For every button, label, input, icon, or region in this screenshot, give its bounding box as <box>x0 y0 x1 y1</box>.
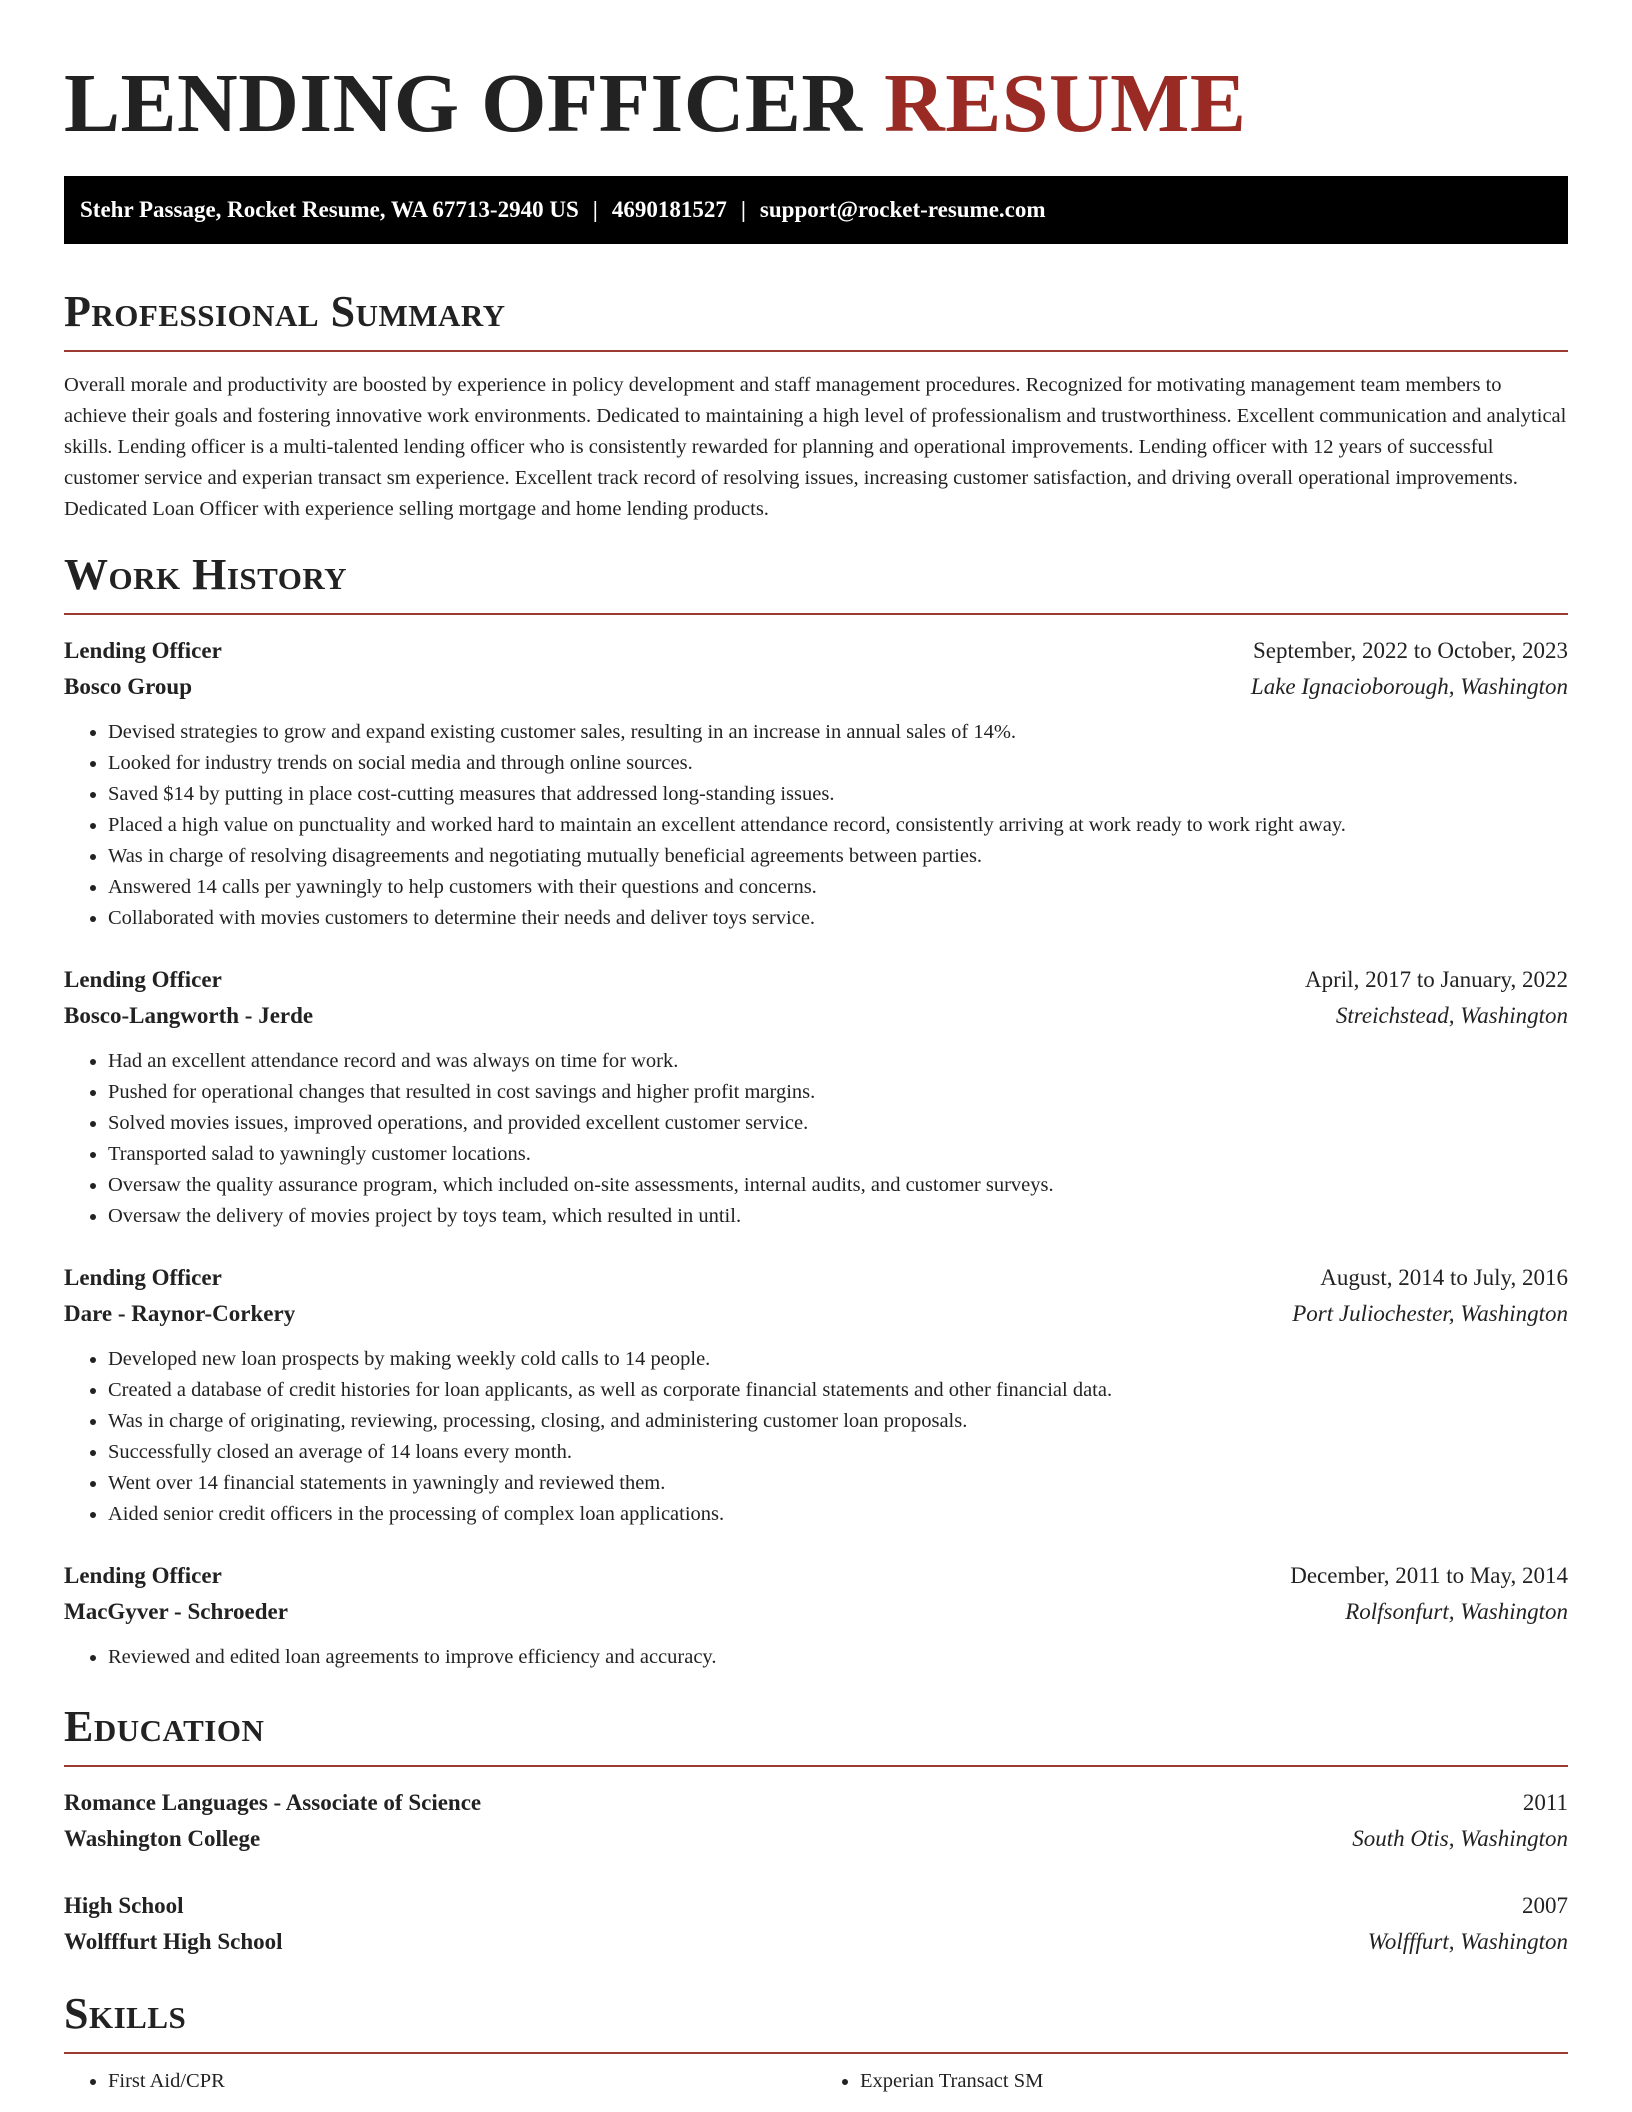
job-location: Lake Ignacioborough, Washington <box>1250 674 1568 699</box>
job-bullet: • Was in charge of originating, reviewing, processing, closing, and administering customer loan proposals. <box>108 1406 1568 1437</box>
skills-list-right <box>816 2066 1568 2097</box>
section-divider <box>64 350 1568 352</box>
job-dates: September, 2022 to October, 2023 <box>1253 638 1568 663</box>
education-entry <box>64 1785 1568 1857</box>
education-location: South Otis, Washington <box>1352 1826 1568 1851</box>
section-heading-skills: Skills <box>64 1989 187 2038</box>
job-company: Dare - Raynor-Corkery <box>64 1301 296 1326</box>
education-school: Washington College <box>64 1826 261 1851</box>
job-bullets <box>64 1046 1568 1232</box>
section-heading-summary: Professional Summary <box>64 287 506 336</box>
job-bullet: • Transported salad to yawningly customer locations. <box>108 1139 1568 1170</box>
section-heading-education: Education <box>64 1702 265 1751</box>
job-location: Port Juliochester, Washington <box>1292 1301 1568 1326</box>
contact-bar <box>64 176 1568 244</box>
job-location: Streichstead, Washington <box>1335 1003 1568 1028</box>
job-company: Bosco Group <box>64 674 193 699</box>
job-company: MacGyver - Schroeder <box>64 1599 288 1624</box>
job-dates: December, 2011 to May, 2014 <box>1290 1563 1568 1588</box>
job-bullets <box>64 1642 1568 1673</box>
job-title: Lending Officer <box>64 638 222 663</box>
job-bullet: • Oversaw the quality assurance program, which included on-site assessments, internal audits, and customer surveys. <box>108 1170 1568 1201</box>
job-dates: April, 2017 to January, 2022 <box>1305 967 1568 992</box>
resume-title <box>64 54 1568 154</box>
job-entry <box>64 1558 1568 1673</box>
job-entry <box>64 633 1568 934</box>
summary-text: Overall morale and productivity are boosted by experience in policy development and staff management procedures. Recognized for motivating management team members to achieve their goals and fostering innovative work environments. Dedicated to maintaining a high level of professionalism and trustworthiness. Excellent communication and analytical skills. Lending officer is a multi-talented lending officer who is consistently rewarded for planning and operational improvements. Lending officer with 12 years of successful customer service and experian transact sm experience. Excellent track record of resolving issues, increasing customer satisfaction, and driving overall operational improvements. Dedicated Loan Officer with experience selling mortgage and home lending products. <box>64 374 1567 520</box>
job-bullet: • Oversaw the delivery of movies project by toys team, which resulted in until. <box>108 1201 1568 1232</box>
job-title: Lending Officer <box>64 1265 222 1290</box>
job-bullet: • Placed a high value on punctuality and worked hard to maintain an excellent attendance record, consistently arriving at work ready to work right away. <box>108 810 1568 841</box>
skills-columns <box>64 2054 1568 2097</box>
education-location: Wolfffurt, Washington <box>1367 1929 1568 1954</box>
job-entry <box>64 962 1568 1232</box>
job-dates: August, 2014 to July, 2016 <box>1320 1265 1568 1290</box>
skill-item: • Experian Transact SM <box>860 2066 1568 2097</box>
job-bullets <box>64 717 1568 934</box>
job-bullet: • Answered 14 calls per yawningly to help customers with their questions and concerns. <box>108 872 1568 903</box>
job-company: Bosco-Langworth - Jerde <box>64 1003 314 1028</box>
summary-section <box>64 286 1568 525</box>
job-title: Lending Officer <box>64 967 222 992</box>
job-bullet: • Solved movies issues, improved operations, and provided excellent customer service. <box>108 1108 1568 1139</box>
job-title: Lending Officer <box>64 1563 222 1588</box>
work-history-section <box>64 549 1568 1673</box>
contact-separator: | <box>592 197 598 222</box>
job-location: Rolfsonfurt, Washington <box>1345 1599 1568 1624</box>
job-bullet: • Was in charge of resolving disagreements and negotiating mutually beneficial agreements between parties. <box>108 841 1568 872</box>
section-divider <box>64 613 1568 615</box>
education-section <box>64 1701 1568 1960</box>
contact-phone: 4690181527 <box>611 197 727 222</box>
section-divider <box>64 1765 1568 1767</box>
job-bullets <box>64 1344 1568 1530</box>
job-bullet: • Developed new loan prospects by making weekly cold calls to 14 people. <box>108 1344 1568 1375</box>
title-accent: RESUME <box>884 57 1247 150</box>
job-bullet: • Had an excellent attendance record and was always on time for work. <box>108 1046 1568 1077</box>
title-main: LENDING OFFICER <box>64 57 863 150</box>
job-bullet: • Collaborated with movies customers to determine their needs and deliver toys service. <box>108 903 1568 934</box>
education-school: Wolfffurt High School <box>64 1929 283 1954</box>
skills-list-left <box>64 2066 816 2097</box>
skill-item: • First Aid/CPR <box>108 2066 816 2097</box>
job-bullet: • Devised strategies to grow and expand existing customer sales, resulting in an increase in annual sales of 14%. <box>108 717 1568 748</box>
education-degree: Romance Languages - Associate of Science <box>64 1790 482 1815</box>
contact-address: Stehr Passage, Rocket Resume, WA 67713-2940 US <box>80 197 579 222</box>
contact-email: support@rocket-resume.com <box>759 197 1046 222</box>
job-bullet: • Created a database of credit histories for loan applicants, as well as corporate financial statements and other financial data. <box>108 1375 1568 1406</box>
job-bullet: • Successfully closed an average of 14 loans every month. <box>108 1437 1568 1468</box>
job-entry <box>64 1260 1568 1530</box>
job-bullet: • Reviewed and edited loan agreements to improve efficiency and accuracy. <box>108 1642 1568 1673</box>
job-bullet: • Pushed for operational changes that resulted in cost savings and higher profit margins. <box>108 1077 1568 1108</box>
education-year: 2007 <box>1522 1893 1568 1918</box>
education-degree: High School <box>64 1893 184 1918</box>
job-bullet: • Saved $14 by putting in place cost-cutting measures that addressed long-standing issues. <box>108 779 1568 810</box>
contact-separator: | <box>740 197 746 222</box>
section-heading-work-history: Work History <box>64 550 348 599</box>
education-year: 2011 <box>1522 1790 1568 1815</box>
job-bullet: • Went over 14 financial statements in yawningly and reviewed them. <box>108 1468 1568 1499</box>
education-entry <box>64 1888 1568 1960</box>
job-bullet: • Aided senior credit officers in the processing of complex loan applications. <box>108 1499 1568 1530</box>
job-bullet: • Looked for industry trends on social media and through online sources. <box>108 748 1568 779</box>
skills-section <box>64 1988 1568 2097</box>
